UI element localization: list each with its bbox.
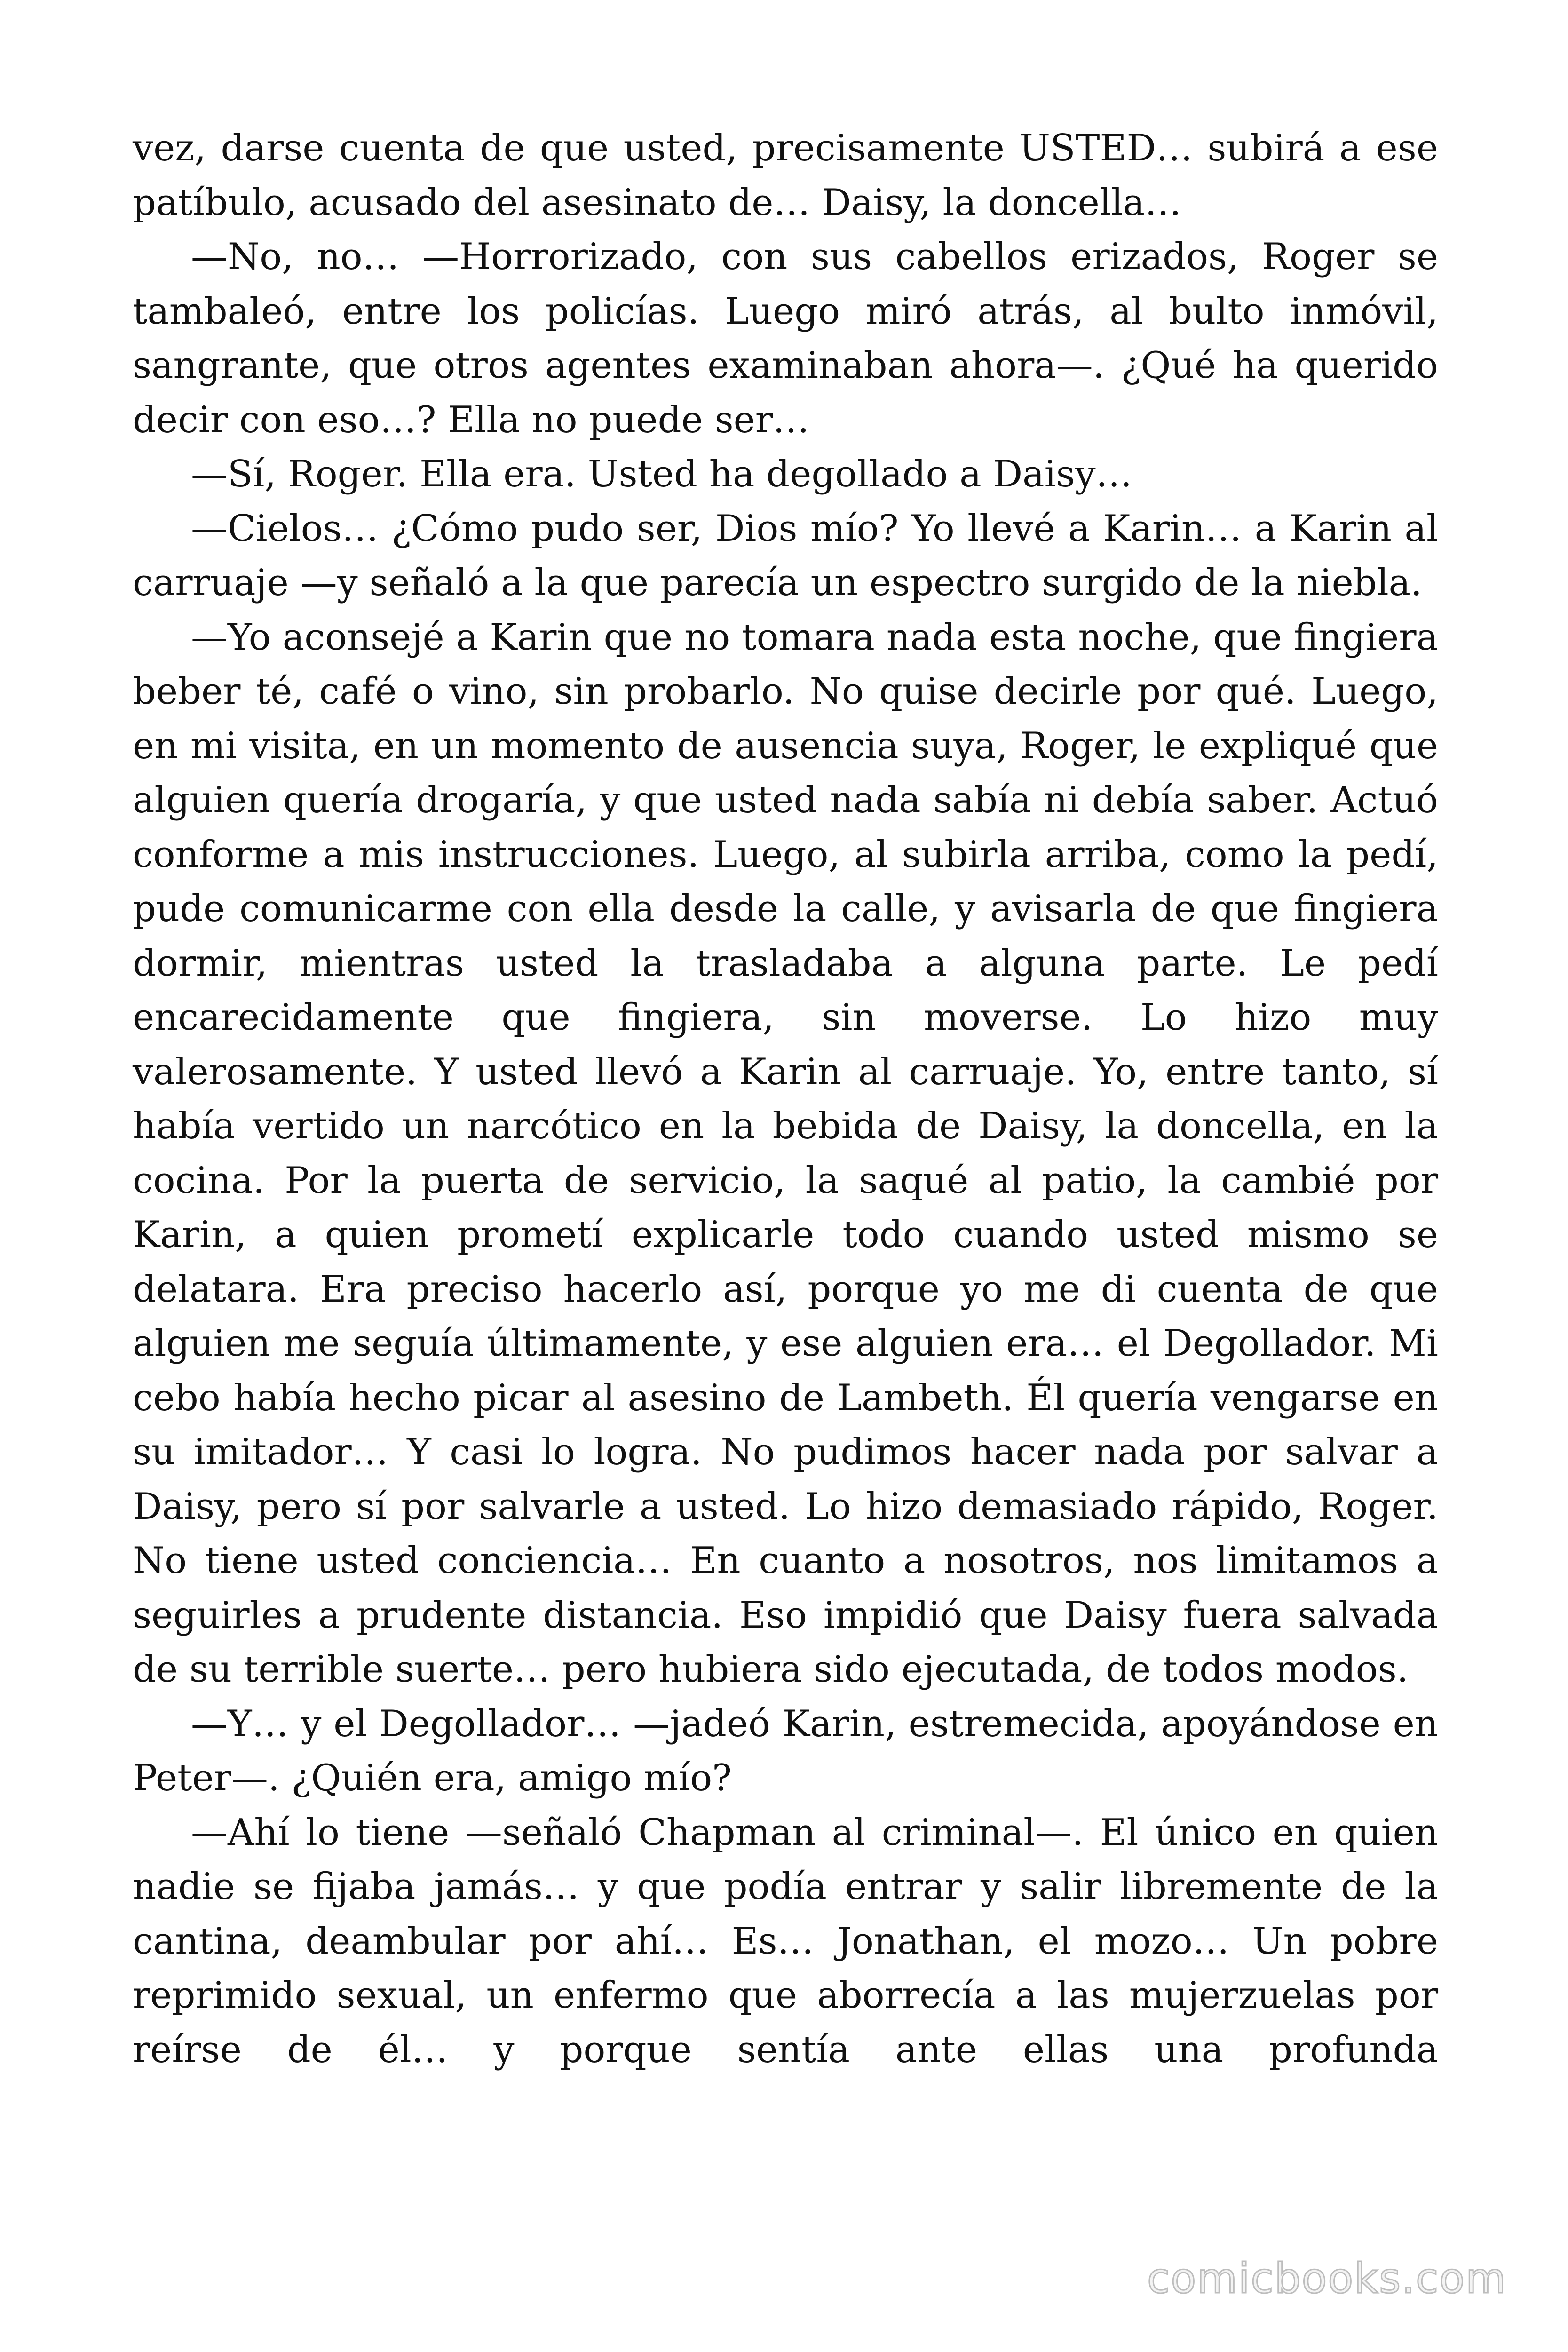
paragraph: —Ahí lo tiene —señaló Chapman al criminal—. El único en quien nadie se fijaba jamás… y que podía entrar y salir libremente de la cantina, deambular por ahí… Es… Jonathan, el mozo… Un pobre reprimido sexual, un enfermo que aborrecía a las mujerzuelas por reírse de él… y porque sentía ante ellas una profunda bbox=[133, 1811, 1438, 2071]
paragraph: —Yo aconsejé a Karin que no tomara nada esta noche, que fingiera beber té, café o vino, sin probarlo. No quise decirle por qué. Luego, en mi visita, en un momento de ausencia suya, Roger, le expliqué que alguien quería drogaría, y que usted nada sabía ni debía saber. Actuó conforme a mis instrucciones. Luego, al subirla arriba, como la pedí, pude comunicarme con ella desde la calle, y avisarla de que fingiera dormir, mientras usted la trasladaba a alguna parte. Le pedí encarecidamente que fingiera, sin moverse. Lo hizo muy valerosamente. Y usted llevó a Karin al carruaje. Yo, entre tanto, sí había vertido un narcótico en la bebida de Daisy, la doncella, en la cocina. Por la puerta de servicio, la saqué al patio, la cambié por Karin, a quien prometí explicarle todo cuando usted mismo se delatara. Era preciso hacerlo así, porque yo me di cuenta de que alguien me seguía últimamente, y ese alguien era… el Degollador. Mi cebo había hecho picar al asesino de Lambeth. Él quería vengarse en su imitador… Y casi lo logra. No pudimos hacer nada por salvar a Daisy, pero sí por salvarle a usted. Lo hizo demasiado rápido, Roger. No tiene usted conciencia… En cuanto a nosotros, nos limitamos a seguirles a prudente distancia. Eso impidió que Daisy fuera salvada de su terrible suerte… pero hubiera sido ejecutada, de todos modos. bbox=[133, 616, 1438, 1691]
paragraph-continuation: vez, darse cuenta de que usted, precisamente USTED… subirá a ese patíbulo, acusado del asesinato de… Daisy, la doncella… bbox=[133, 127, 1438, 224]
page-text bbox=[133, 121, 1438, 2077]
paragraph: —Y… y el Degollador… —jadeó Karin, estremecida, apoyándose en Peter—. ¿Quién era, amigo mío? bbox=[133, 1702, 1438, 1799]
paragraph: —No, no… —Horrorizado, con sus cabellos erizados, Roger se tambaleó, entre los policías. Luego miró atrás, al bulto inmóvil, sangrante, que otros agentes examinaban ahora—. ¿Qué ha querido decir con eso…? Ella no puede ser… bbox=[133, 236, 1438, 441]
paragraph: —Sí, Roger. Ella era. Usted ha degollado a Daisy… bbox=[191, 453, 1132, 495]
paragraph: —Cielos… ¿Cómo pudo ser, Dios mío? Yo llevé a Karin… a Karin al carruaje —y señaló a la que parecía un espectro surgido de la niebla. bbox=[133, 507, 1438, 604]
watermark-logo: comicbooks.com bbox=[1147, 2254, 1507, 2303]
